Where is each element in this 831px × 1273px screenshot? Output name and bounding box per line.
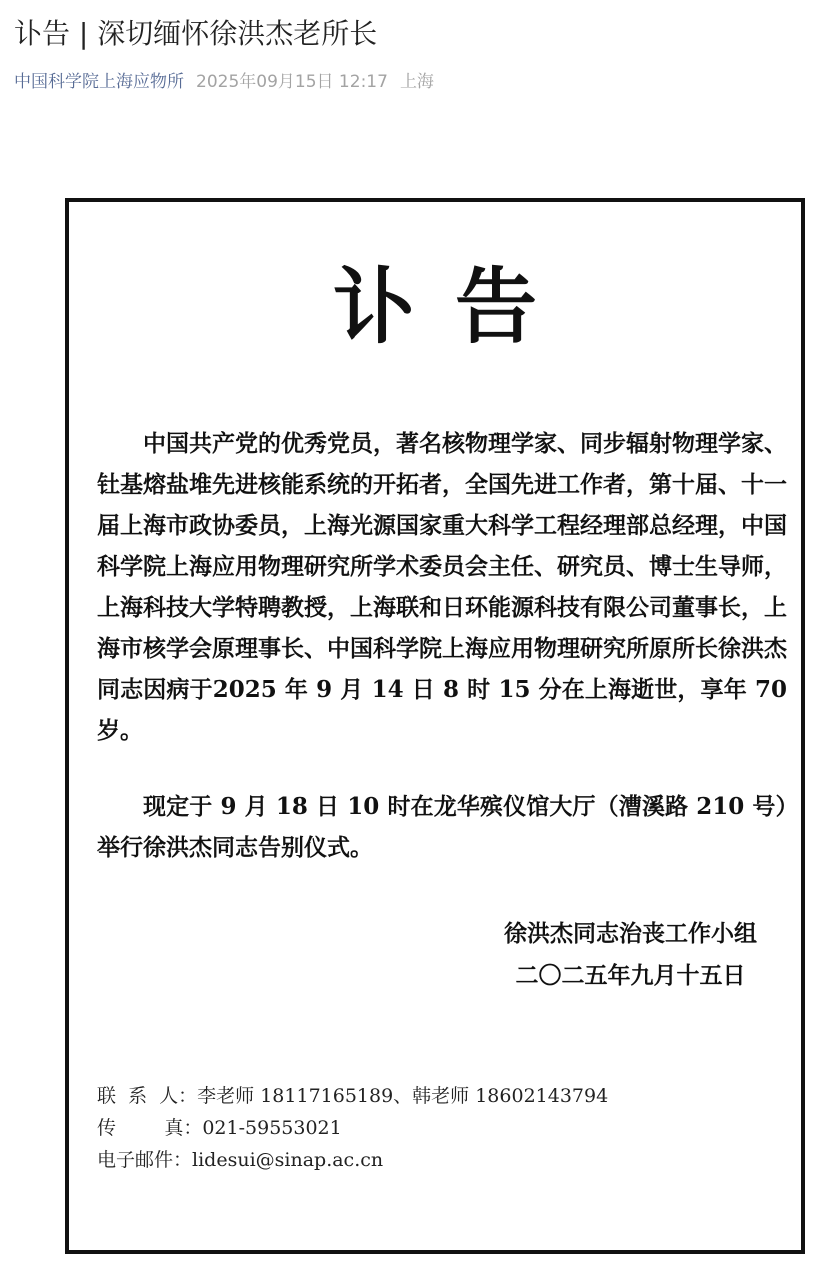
notice-signature <box>504 913 757 997</box>
signature-date: 二〇二五年九月十五日 <box>515 962 746 989</box>
fax-row <box>97 1112 608 1144</box>
contact-person-label: 联 系 人： <box>97 1085 198 1107</box>
email-label: 电子邮件： <box>97 1149 193 1171</box>
article-meta <box>14 68 434 96</box>
notice-paragraph-main: 中国共产党的优秀党员，著名核物理学家、同步辐射物理学家、钍基熔盐堆先进核能系统的开拓者，全国先进工作者，第十届、十一届上海市政协委员，上海光源国家重大科学工程经理部总经理，中国科学院上海应用物理研究所学术委员会主任、研究员、博士生导师，上海科技大学特聘教授，上海联和日环能源科技有限公司董事长，上海市核学会原理事长、中国科学院上海应用物理研究所原所长徐洪杰同志因病于2025 年 9 月 14 日 8 时 15 分在上海逝世，享年 70 岁。 <box>97 430 787 744</box>
publish-date: 2025年09月15日 12:17 <box>196 72 388 92</box>
signature-organization: 徐洪杰同志治丧工作小组 <box>504 920 757 947</box>
email-row <box>97 1144 608 1176</box>
email-value: lidesui@sinap.ac.cn <box>192 1149 384 1171</box>
contact-info <box>97 1080 608 1176</box>
fax-label: 传 真： <box>97 1117 203 1139</box>
source-account-link[interactable]: 中国科学院上海应物所 <box>14 72 184 92</box>
contact-person-row <box>97 1080 608 1112</box>
notice-heading: 讣告 <box>332 260 577 355</box>
notice-paragraph-ceremony: 现定于 9 月 18 日 10 时在龙华殡仪馆大厅（漕溪路 210 号）举行徐洪杰同志告别仪式。 <box>97 793 787 861</box>
publish-location: 上海 <box>399 72 434 92</box>
fax-value: 021-59553021 <box>202 1117 342 1139</box>
obituary-notice-image <box>65 198 805 1254</box>
contact-person-value: 李老师 18117165189、韩老师 18602143794 <box>197 1085 609 1107</box>
article-title: 讣告 | 深切缅怀徐洪杰老所长 <box>14 17 378 50</box>
